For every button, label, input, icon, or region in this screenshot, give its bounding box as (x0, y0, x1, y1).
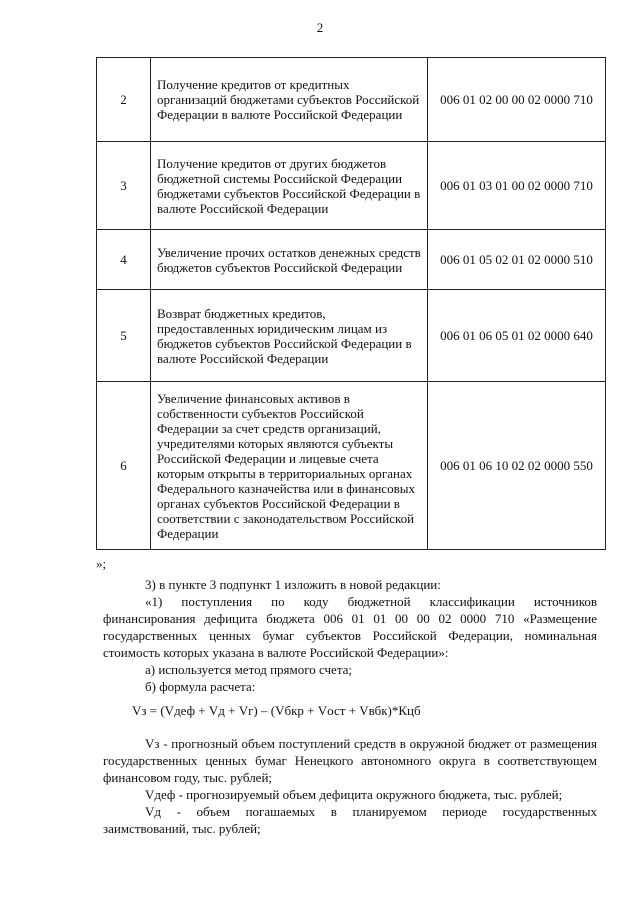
paragraph-formula-heading: б) формула расчета: (145, 679, 256, 694)
paragraph-vd-definition: Vд - объем погашаемых в планируемом периоде государственных заимствований, тыс. рублей; (103, 804, 597, 836)
table-row (97, 382, 606, 550)
page-number: 2 (316, 20, 324, 35)
row-code: 006 01 02 00 00 02 0000 710 (428, 58, 606, 142)
paragraph-amendment: 3) в пункте 3 подпункт 1 изложить в новой редакции: (145, 577, 441, 592)
row-number: 4 (97, 230, 151, 290)
budget-codes-table (96, 57, 606, 550)
row-number: 2 (97, 58, 151, 142)
paragraph-vdef-definition: Vдеф - прогнозируемый объем дефицита окружного бюджета, тыс. рублей; (145, 787, 563, 802)
row-name: Увеличение прочих остатков денежных средств бюджетов субъектов Российской Федерации (151, 230, 428, 290)
table-row (97, 58, 606, 142)
table-row (97, 230, 606, 290)
row-number: 5 (97, 290, 151, 382)
row-number: 3 (97, 142, 151, 230)
paragraph-method: а) используется метод прямого счета; (145, 662, 353, 677)
row-name: Получение кредитов от кредитных организаций бюджетами субъектов Российской Федерации в валюте Российской Федерации (151, 58, 428, 142)
paragraph-vz-definition: Vз - прогнозный объем поступлений средств в окружной бюджет от размещения государственных ценных бумаг Ненецкого автономного округа в соответствующем финансовом году, тыс. рублей; (103, 736, 597, 785)
table-row (97, 290, 606, 382)
formula: Vз = (Vдеф + Vд + Vг) – (Vбкр + Vост + Vвбк)*Кцб (132, 703, 421, 718)
row-name: Получение кредитов от других бюджетов бюджетной системы Российской Федерации бюджетами субъектов Российской Федерации в валюте Российской Федерации (151, 142, 428, 230)
closing-quote: »; (96, 556, 107, 571)
row-code: 006 01 03 01 00 02 0000 710 (428, 142, 606, 230)
row-name: Возврат бюджетных кредитов, предоставленных юридическим лицам из бюджетов субъектов Российской Федерации в валюте Российской Федерации (151, 290, 428, 382)
row-code: 006 01 05 02 01 02 0000 510 (428, 230, 606, 290)
row-number: 6 (97, 382, 151, 550)
row-name: Увеличение финансовых активов в собственности субъектов Российской Федерации за счет средств организаций, учредителями которых являются субъекты Российской Федерации и лицевые счета которым открыты в территориальных органах Федерального казначейства или в финансовых органах субъектов Российской Федерации в соответствии с законодательством Российской Федерации (151, 382, 428, 550)
table-row (97, 142, 606, 230)
row-code: 006 01 06 05 01 02 0000 640 (428, 290, 606, 382)
paragraph-revenue-code: «1) поступления по коду бюджетной классификации источников финансирования дефицита бюджета 006 01 01 00 00 02 0000 710 «Размещение государственных ценных бумаг субъектов Российской Федерации, номинальная стоимость которых указана в валюте Российской Федерации»: (103, 594, 597, 660)
row-code: 006 01 06 10 02 02 0000 550 (428, 382, 606, 550)
